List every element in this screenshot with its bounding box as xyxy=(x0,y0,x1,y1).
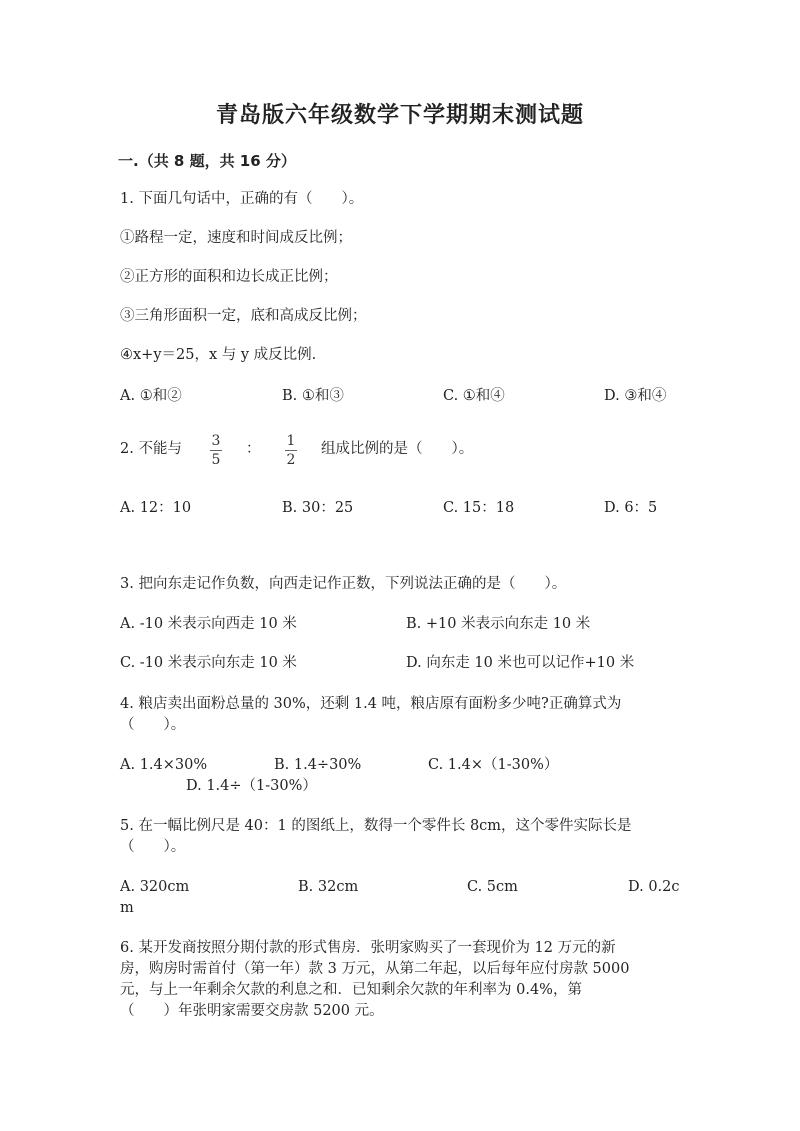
question-5-option-d-wrap: m xyxy=(120,900,134,916)
question-1-statement: ①路程一定，速度和时间成反比例； xyxy=(120,230,352,246)
fraction-bar xyxy=(285,450,297,451)
question-5-option-a[interactable]: A. 320cm xyxy=(120,879,190,895)
fraction-numerator: 1 xyxy=(286,433,296,449)
question-5-stem: 5. 在一幅比例尺是 40：1 的图纸上，数得一个零件长 8cm，这个零件实际长是 xyxy=(120,818,632,834)
question-1-statement: ②正方形的面积和边长成正比例； xyxy=(120,269,338,285)
question-1-option-a[interactable]: A. ①和② xyxy=(120,388,182,404)
fraction-one-half xyxy=(285,433,297,468)
fraction-denominator: 2 xyxy=(286,452,296,468)
question-3-stem: 3. 把向东走记作负数，向西走记作正数，下列说法正确的是（ ）。 xyxy=(120,576,567,592)
question-4-option-a[interactable]: A. 1.4×30% xyxy=(120,757,208,773)
question-1-stem: 1. 下面几句话中，正确的有（ ）。 xyxy=(120,191,364,207)
question-1-statement: ④x+y＝25，x 与 y 成反比例. xyxy=(120,347,317,363)
question-3-option-d[interactable]: D. 向东走 10 米也可以记作+10 米 xyxy=(406,655,635,671)
question-4-stem: 4. 粮店卖出面粉总量的 30%，还剩 1.4 吨，粮店原有面粉多少吨?正确算式为 xyxy=(120,696,622,712)
question-1-statement: ③三角形面积一定，底和高成反比例； xyxy=(120,308,367,324)
page-title: 青岛版六年级数学下学期期末测试题 xyxy=(215,103,584,128)
fraction-numerator: 3 xyxy=(211,433,221,449)
fraction-three-fifths xyxy=(210,433,222,468)
question-5-option-c[interactable]: C. 5cm xyxy=(467,879,518,895)
question-3-option-c[interactable]: C. -10 米表示向东走 10 米 xyxy=(120,655,297,671)
ratio-colon: ： xyxy=(246,441,261,457)
question-6-line: 元，与上一年剩余欠款的利息之和．已知剩余欠款的年利率为 0.4%，第 xyxy=(120,982,582,998)
question-4-option-b[interactable]: B. 1.4÷30% xyxy=(274,757,362,773)
question-2-suffix: 组成比例的是（ ）。 xyxy=(321,441,474,457)
question-3-option-a[interactable]: A. -10 米表示向西走 10 米 xyxy=(120,616,297,632)
question-5-stem-continued: （ ）。 xyxy=(120,839,186,855)
question-6-line: （ ）年张明家需要交房款 5200 元。 xyxy=(120,1003,384,1019)
question-4-option-d[interactable]: D. 1.4÷（1-30%） xyxy=(186,778,317,794)
question-5-option-d[interactable]: D. 0.2c xyxy=(628,879,680,895)
question-4-option-c[interactable]: C. 1.4×（1-30%） xyxy=(428,757,559,773)
question-1-option-c[interactable]: C. ①和④ xyxy=(443,388,505,404)
question-5-option-b[interactable]: B. 32cm xyxy=(298,879,359,895)
question-2-option-b[interactable]: B. 30：25 xyxy=(282,500,354,516)
question-6-line: 6. 某开发商按照分期付款的形式售房．张明家购买了一套现价为 12 万元的新 xyxy=(120,940,616,956)
question-2-prefix: 2. 不能与 xyxy=(120,441,182,457)
question-2-option-c[interactable]: C. 15：18 xyxy=(443,500,515,516)
section-heading: 一.（共 8 题，共 16 分） xyxy=(118,152,296,170)
question-1-option-d[interactable]: D. ③和④ xyxy=(604,388,667,404)
question-4-stem-continued: （ ）。 xyxy=(120,717,186,733)
question-3-option-b[interactable]: B. +10 米表示向东走 10 米 xyxy=(406,616,591,632)
question-1-option-b[interactable]: B. ①和③ xyxy=(282,388,344,404)
question-2-option-d[interactable]: D. 6：5 xyxy=(604,500,658,516)
question-2-option-a[interactable]: A. 12：10 xyxy=(120,500,192,516)
fraction-denominator: 5 xyxy=(211,452,221,468)
fraction-bar xyxy=(210,450,222,451)
question-6-line: 房，购房时需首付（第一年）款 3 万元，从第二年起，以后每年应付房款 5000 xyxy=(120,961,630,977)
